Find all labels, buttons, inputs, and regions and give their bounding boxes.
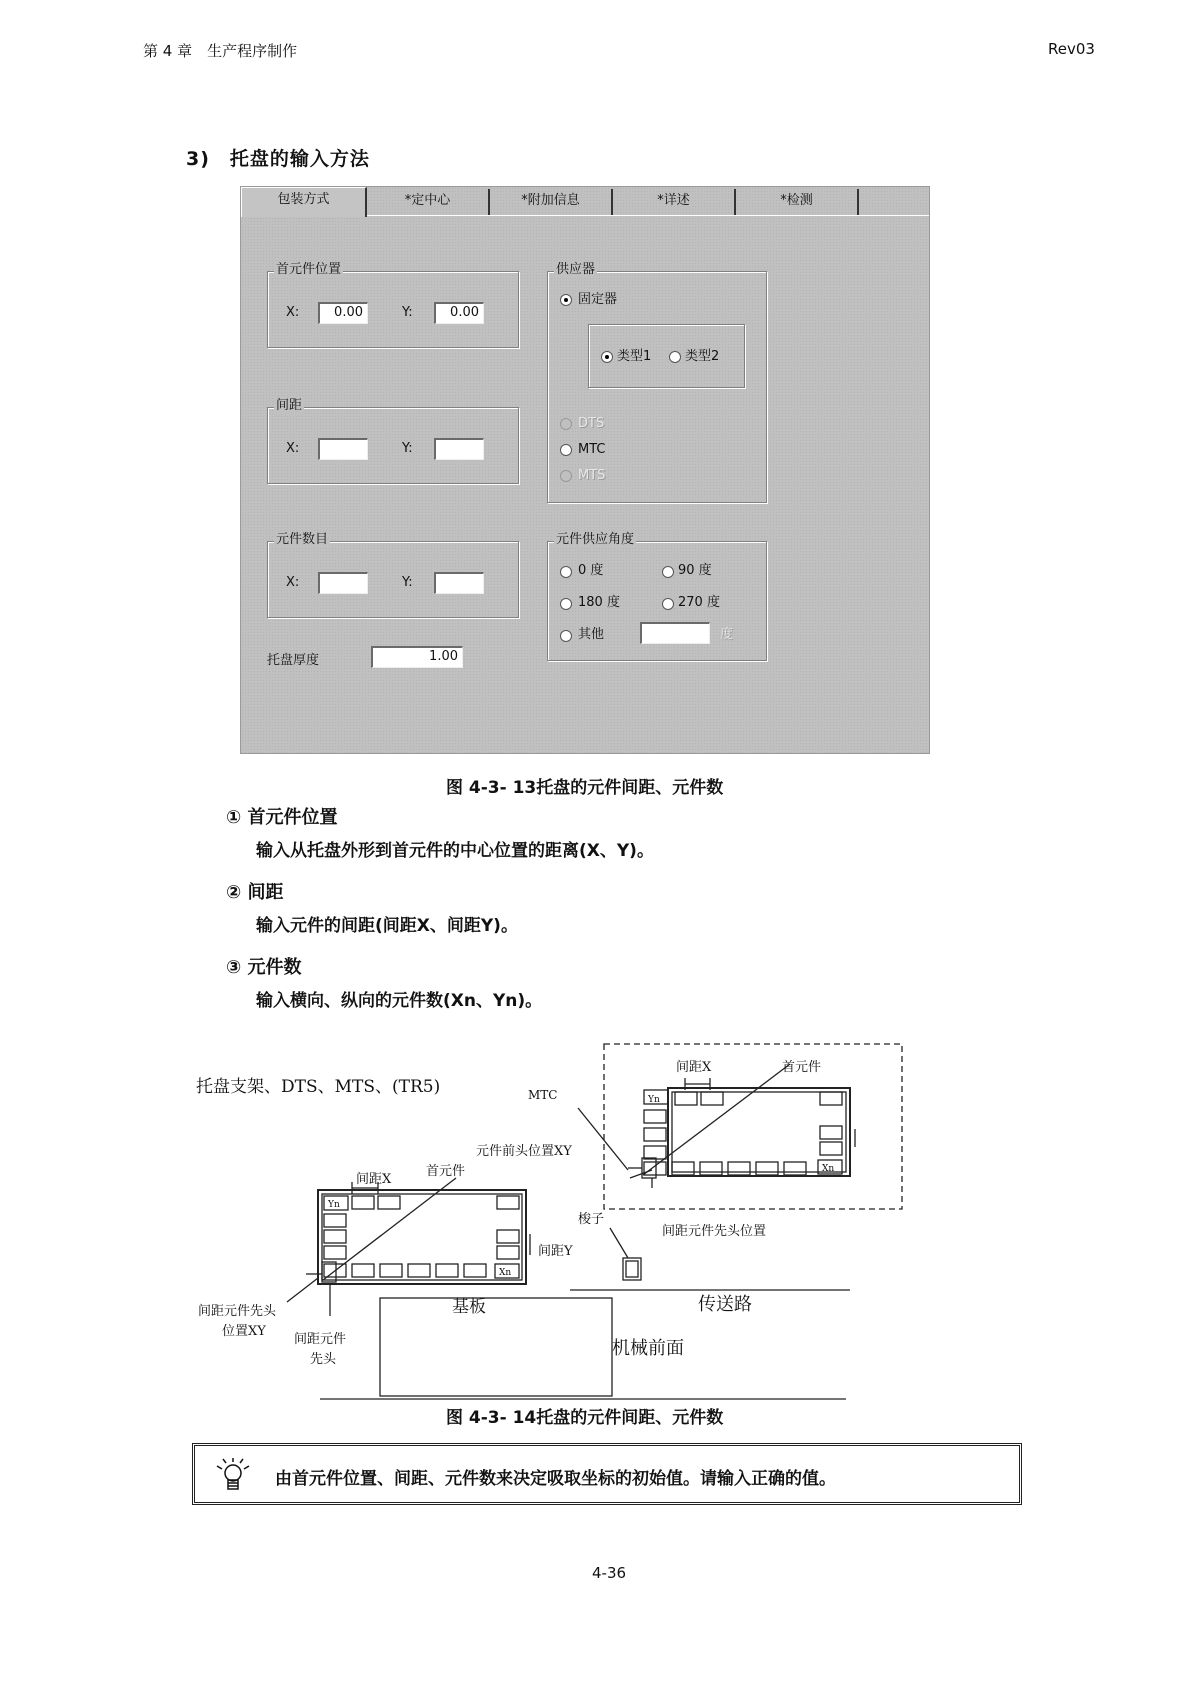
board-outline (380, 1298, 612, 1396)
type1-label: 类型1 (617, 349, 652, 364)
note-text: 由首元件位置、间距、元件数来决定吸取坐标的初始值。请输入正确的值。 (275, 1469, 836, 1489)
head-pos-xy-label: 元件前头位置XY (476, 1144, 572, 1159)
item-first-position-title: ① 首元件位置 (226, 807, 338, 828)
feeder-fixed-label: 固定器 (578, 292, 618, 307)
figure-caption-13: 图 4-3- 13托盘的元件间距、元件数 (446, 778, 724, 798)
pitch-head-label-1: 间距元件 (294, 1332, 347, 1347)
figure-caption-14: 图 4-3- 14托盘的元件间距、元件数 (446, 1408, 724, 1428)
feeder-mts-label: MTS (578, 468, 606, 483)
item-count-desc: 输入横向、纵向的元件数(Xn、Yn)。 (256, 991, 543, 1011)
chapter-header: 第 4 章 生产程序制作 (143, 42, 298, 60)
upper-tray-outline (668, 1088, 850, 1176)
tab-additional-info[interactable]: *附加信息 (490, 189, 613, 215)
pitch-title: 间距 (276, 398, 303, 413)
board-label: 基板 (452, 1297, 486, 1317)
page-number: 4-36 (592, 1564, 627, 1582)
first-x-input[interactable]: 0.00 (318, 302, 368, 324)
tab-centering[interactable]: *定中心 (367, 189, 490, 215)
lightbulb-icon (211, 1456, 255, 1496)
machine-front-label: 机械前面 (612, 1338, 684, 1359)
lower-yn-text: Yn (328, 1200, 340, 1210)
section-title: 3) 托盘的输入方法 (186, 148, 370, 170)
lower-first-comp-label: 首元件 (426, 1164, 466, 1179)
upper-first-comp-label: 首元件 (782, 1060, 822, 1075)
pitch-head-xy-label-2: 位置XY (222, 1324, 266, 1339)
count-title: 元件数目 (276, 532, 329, 547)
item-first-position-desc: 输入从托盘外形到首元件的中心位置的距离(X、Y)。 (256, 841, 654, 861)
angle-unit-label: 度 (720, 627, 734, 642)
feeder-title: 供应器 (556, 262, 596, 277)
item-count-title: ③ 元件数 (226, 957, 302, 978)
pitch-x-label: X: (286, 441, 300, 456)
pitch-head-xy-label-1: 间距元件先头 (198, 1304, 277, 1319)
angle-title: 元件供应角度 (556, 532, 635, 547)
tray-holder-label: 托盘支架、DTS、MTS、(TR5) (196, 1077, 441, 1097)
pitch-y-diagram-label: 间距Y (538, 1244, 573, 1259)
mtc-zone-outline (604, 1044, 902, 1209)
upper-xn-text: Xn (822, 1164, 835, 1174)
angle-other-label: 其他 (578, 627, 605, 642)
first-y-input[interactable]: 0.00 (434, 302, 484, 324)
first-x-label: X: (286, 305, 300, 320)
pitch-y-label: Y: (402, 441, 413, 456)
feeder-dts-label: DTS (578, 416, 605, 431)
tab-details[interactable]: *详述 (613, 189, 736, 215)
mtc-label: MTC (528, 1088, 558, 1102)
tab-packaging[interactable]: 包装方式 (241, 187, 367, 217)
thickness-input[interactable]: 1.00 (371, 646, 463, 668)
feeder-mtc-label: MTC (578, 442, 606, 457)
upper-pitch-x-label: 间距X (676, 1060, 712, 1075)
lower-xn-text: Xn (499, 1268, 512, 1278)
angle-0-label: 0 度 (578, 563, 604, 578)
shuttle-label: 梭子 (578, 1212, 605, 1227)
angle-270-label: 270 度 (678, 595, 720, 610)
note-box (192, 1443, 1022, 1505)
lower-pitch-x-label: 间距X (356, 1172, 392, 1187)
first-position-title: 首元件位置 (276, 262, 342, 277)
first-y-label: Y: (402, 305, 413, 320)
angle-180-label: 180 度 (578, 595, 620, 610)
pitch-head-label-2: 先头 (310, 1352, 337, 1367)
type2-label: 类型2 (685, 349, 720, 364)
pitch-head-pos-label: 间距元件先头位置 (662, 1224, 767, 1239)
item-pitch-title: ② 间距 (226, 882, 284, 903)
upper-yn-text: Yn (648, 1095, 660, 1105)
item-pitch-desc: 输入元件的间距(间距X、间距Y)。 (256, 916, 518, 936)
count-y-label: Y: (402, 575, 413, 590)
count-x-label: X: (286, 575, 300, 590)
thickness-label: 托盘厚度 (267, 653, 320, 668)
conveyor-label: 传送路 (698, 1294, 752, 1315)
tab-inspection[interactable]: *检测 (736, 189, 859, 215)
angle-90-label: 90 度 (678, 563, 712, 578)
revision-label: Rev03 (1048, 40, 1095, 58)
